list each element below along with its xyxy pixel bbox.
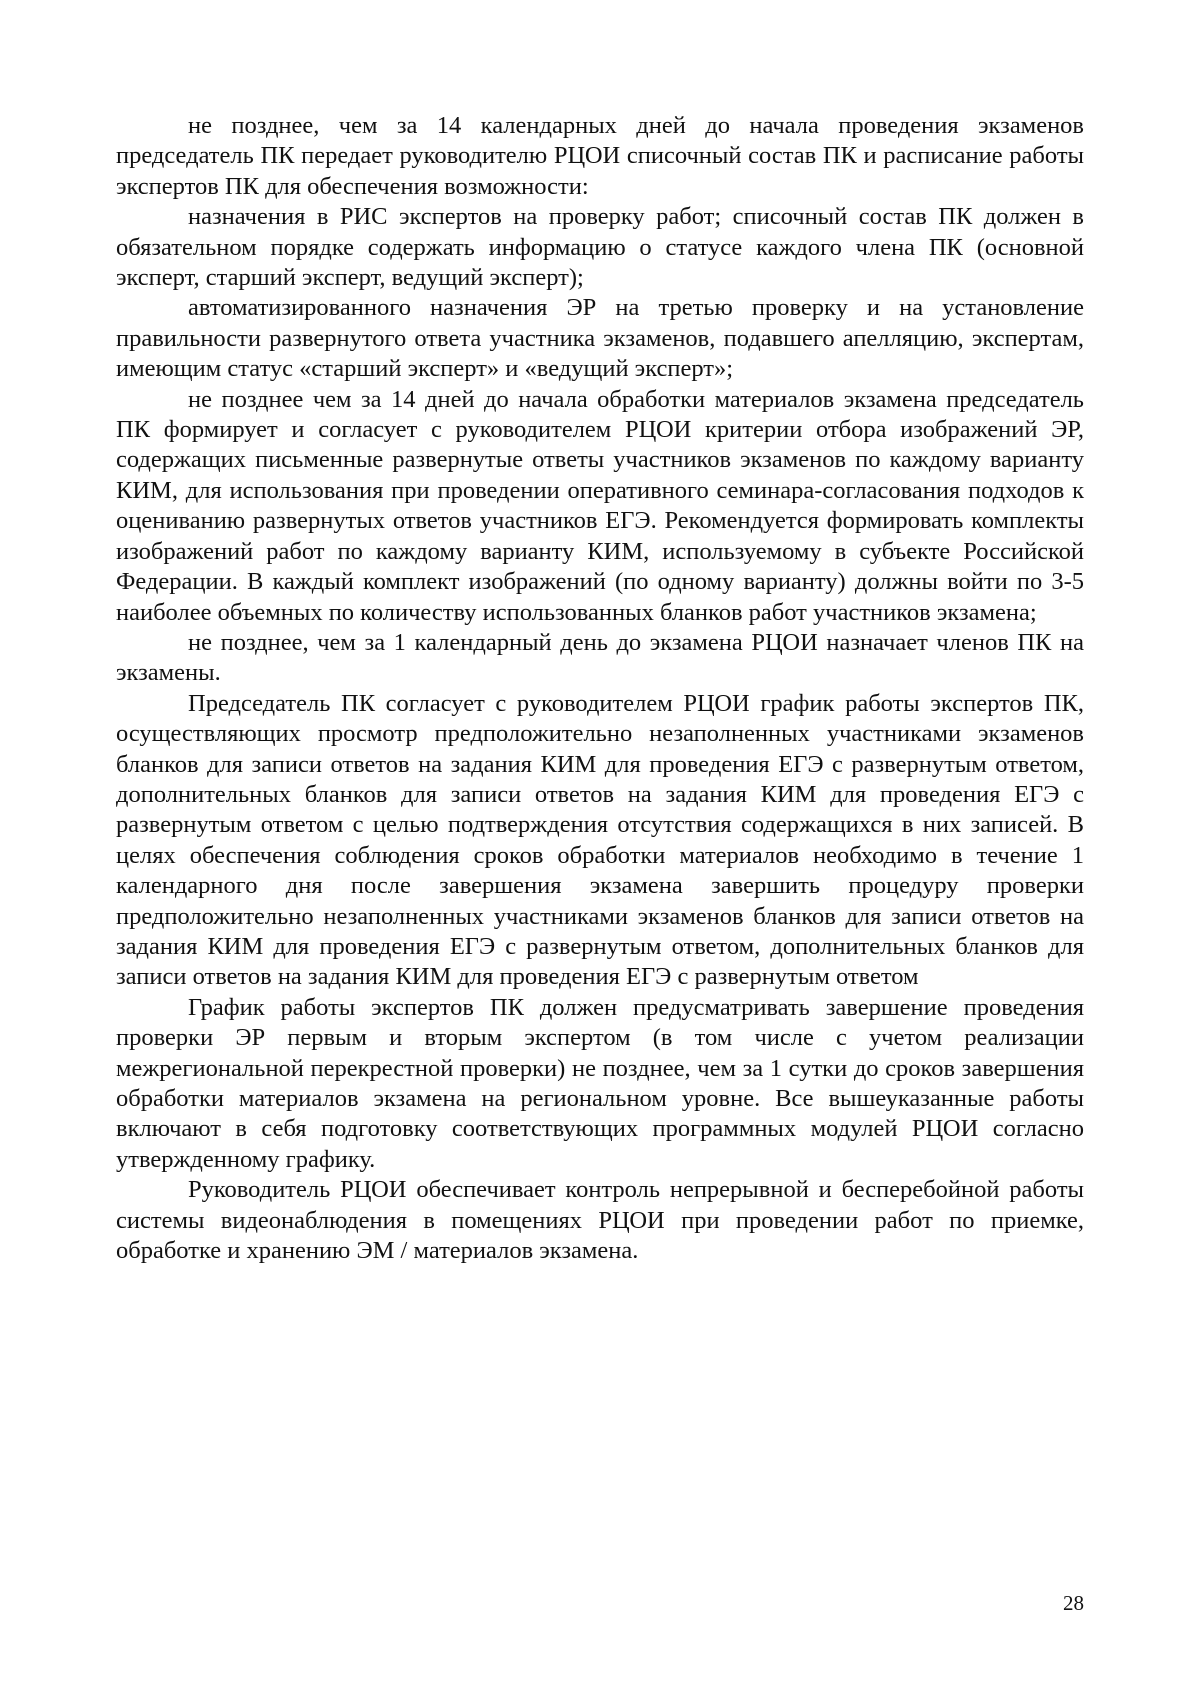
paragraph-expert-work-schedule: График работы экспертов ПК должен предусматривать завершение проведения проверки ЭР первым и вторым экспертом (в том числе с учетом реализации межрегиональной перекрестной проверки) не позднее, чем за 1 сутки до сроков завершения обработки материалов экзамена на региональном уровне. Все вышеуказанные работы включают в себя подготовку соответствующих программных модулей РЦОИ согласно утвержденному графику. (116, 993, 1084, 1173)
paragraph-member-appointment: не позднее, чем за 1 календарный день до экзамена РЦОИ назначает членов ПК на экзамены. (116, 628, 1084, 687)
paragraph-pk-schedule-transfer: не позднее, чем за 14 календарных дней до начала проведения экзаменов председатель ПК передает руководителю РЦОИ списочный состав ПК и расписание работы экспертов ПК для обеспечения возможности: (116, 112, 1084, 200)
paragraph-blank-review-schedule: Председатель ПК согласует с руководителем РЦОИ график работы экспертов ПК, осуществляющих просмотр предположительно незаполненных участниками экзаменов бланков для записи ответов на задания КИМ для проведения ЕГЭ с развернутым ответом, дополнительных бланков для записи ответов на задания КИМ для проведения ЕГЭ с развернутым ответом с целью подтверждения отсутствия содержащихся в них записей. В целях обеспечения соблюдения сроков обработки материалов необходимо в течение 1 календарного дня после завершения экзамена завершить процедуру проверки предположительно незаполненных участниками экзаменов бланков для записи ответов на задания КИМ для проведения ЕГЭ с развернутым ответом, дополнительных бланков для записи ответов на задания КИМ для проведения ЕГЭ с развернутым ответом (116, 689, 1084, 991)
paragraph-expert-assignment: назначения в РИС экспертов на проверку работ; списочный состав ПК должен в обязательном порядке содержать информацию о статусе каждого члена ПК (основной эксперт, старший эксперт, ведущий эксперт); (116, 203, 1084, 292)
document-body (116, 111, 1084, 1266)
page-number: 28 (1063, 1591, 1084, 1615)
paragraph-video-surveillance: Руководитель РЦОИ обеспечивает контроль непрерывной и бесперебойной работы системы видеонаблюдения в помещениях РЦОИ при проведении работ по приемке, обработке и хранению ЭМ / материалов экзамена. (116, 1176, 1084, 1265)
paragraph-selection-criteria: не позднее чем за 14 дней до начала обработки материалов экзамена председатель ПК формирует и согласует с руководителем РЦОИ критерии отбора изображений ЭР, содержащих письменные развернутые ответы участников экзаменов по каждому варианту КИМ, для использования при проведении оперативного семинара-согласования подходов к оцениванию развернутых ответов участников ЕГЭ. Рекомендуется формировать комплекты изображений работ по каждому варианту КИМ, используемому в субъекте Российской Федерации. В каждый комплект изображений (по одному варианту) должны войти по 3-5 наиболее объемных по количеству использованных бланков работ участников экзамена; (116, 385, 1084, 626)
paragraph-automated-assignment: автоматизированного назначения ЭР на третью проверку и на установление правильности развернутого ответа участника экзаменов, подавшего апелляцию, экспертам, имеющим статус «старший эксперт» и «ведущий эксперт»; (116, 294, 1084, 383)
